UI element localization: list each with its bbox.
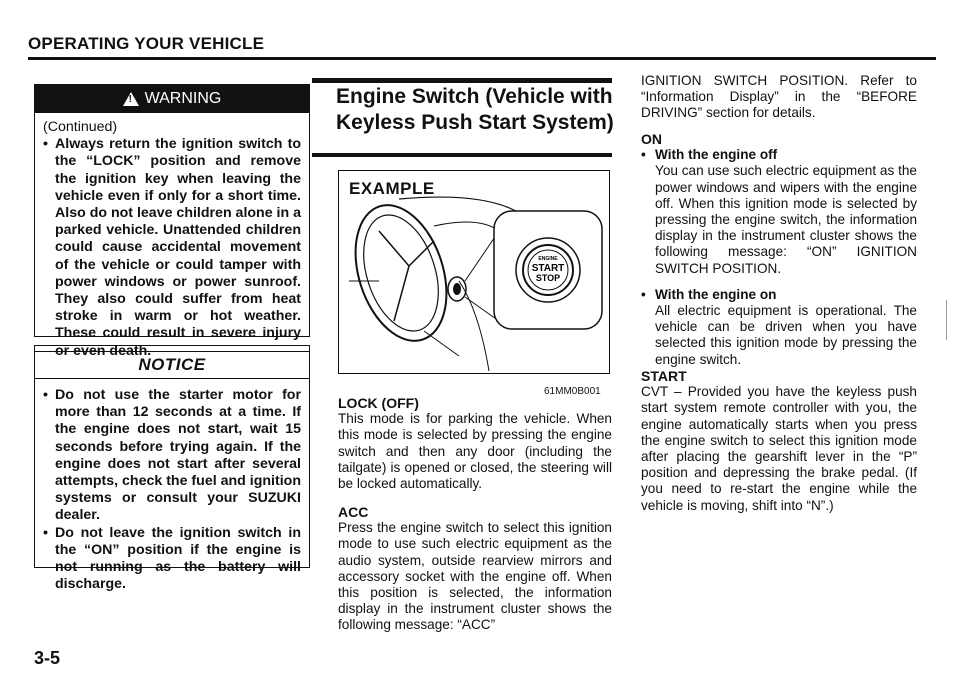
- warning-bullet: • Always return the ignition switch to the “LOCK” position and remove the ignition key when leaving the vehicle even if only for a short time. Also do not leave children alone in a parked vehicle. Unattended children could cause accidental movement of the vehicle or could tamper with power windows or power sunroof. They also could suffer from heat stroke in warm or hot weather. These could result in severe injury or even death.: [43, 136, 301, 360]
- on-engine-on-text: All electric equipment is operational. The vehicle can be driven when you have selected this ignition mode by pressing the engine switch.: [655, 303, 917, 367]
- on-engine-off-label: • With the engine off: [641, 147, 917, 163]
- notice-body: [35, 379, 309, 597]
- warning-banner: [35, 85, 309, 113]
- warning-continued: (Continued): [43, 119, 118, 135]
- warning-box: [34, 84, 310, 359]
- start-text: CVT – Provided you have the keyless push start system remote controller with you, the engine automatically starts when you press the engine switch to select this ignition mode after placing the gearshift lever in the “P” position and depressing the brake pedal. (If you need to re-start the engine while the vehicle is moving, shift into “N”.): [641, 384, 917, 513]
- section-rule-top: [312, 78, 612, 83]
- figure-label: EXAMPLE: [349, 179, 435, 198]
- notice-title: NOTICE: [35, 352, 309, 379]
- on-engine-off-text: You can use such electric equipment as the power windows and wipers with the engine off. When this ignition mode is selected by pressing the engine switch, the information display in the instrument cluster shows the following message: “ON” IGNITION SWITCH POSITION.: [655, 163, 917, 276]
- page-header: OPERATING YOUR VEHICLE: [28, 34, 265, 53]
- spacer: [641, 277, 917, 287]
- lock-heading: LOCK (OFF): [338, 395, 419, 411]
- start-heading: START: [641, 368, 687, 384]
- engine-switch-illustration: [339, 171, 611, 375]
- start-section: [641, 368, 917, 514]
- warning-body: [35, 113, 309, 364]
- on-heading: ON: [641, 131, 662, 147]
- lock-section: [338, 395, 612, 492]
- notice-list: [43, 387, 301, 593]
- notice-bullet: • Do not use the starter motor for more than 12 seconds at a time. If the engine does not start, wait 15 seconds before trying again. If the engine does not start after several attempts, check the fuel and ignition systems or consult your SUZUKI dealer.: [43, 387, 301, 525]
- figure-code: 61MM0B001: [544, 386, 601, 397]
- notice-box: [34, 345, 310, 593]
- acc-section: [338, 504, 612, 634]
- acc-continuation: IGNITION SWITCH POSITION. Refer to “Information Display” in the “BEFORE DRIVING” section for details.: [641, 73, 917, 121]
- warning-list: [43, 136, 301, 360]
- button-text-start: START: [531, 263, 565, 274]
- example-figure: [338, 170, 610, 374]
- section-title: Engine Switch (Vehicle with Keyless Push Start System): [336, 85, 614, 134]
- lock-text: This mode is for parking the vehicle. When this mode is selected by pressing the engine switch and then any door (including the tailgate) is opened or closed, the steering will be locked automatically.: [338, 411, 612, 492]
- button-text-stop: STOP: [535, 273, 561, 283]
- header-rule: [28, 57, 936, 60]
- warning-triangle-icon: [123, 92, 139, 106]
- notice-bullet: • Do not leave the ignition switch in the “ON” position if the engine is not running as the battery will discharge.: [43, 525, 301, 594]
- button-text-engine: ENGINE: [538, 256, 558, 262]
- warning-label: WARNING: [144, 90, 222, 107]
- acc-text: Press the engine switch to select this ignition mode to use such electric equipment as the audio system, outside rearview mirrors and accessory socket with the engine off. When this position is selected, the information display in the instrument cluster shows the following message: “ACC”: [338, 520, 612, 633]
- page-number: 3-5: [34, 648, 61, 668]
- acc-heading: ACC: [338, 504, 369, 520]
- on-engine-on-label: • With the engine on: [641, 287, 917, 303]
- margin-mark: [946, 300, 947, 340]
- section-rule-bottom: [312, 153, 612, 157]
- on-section: [641, 131, 917, 368]
